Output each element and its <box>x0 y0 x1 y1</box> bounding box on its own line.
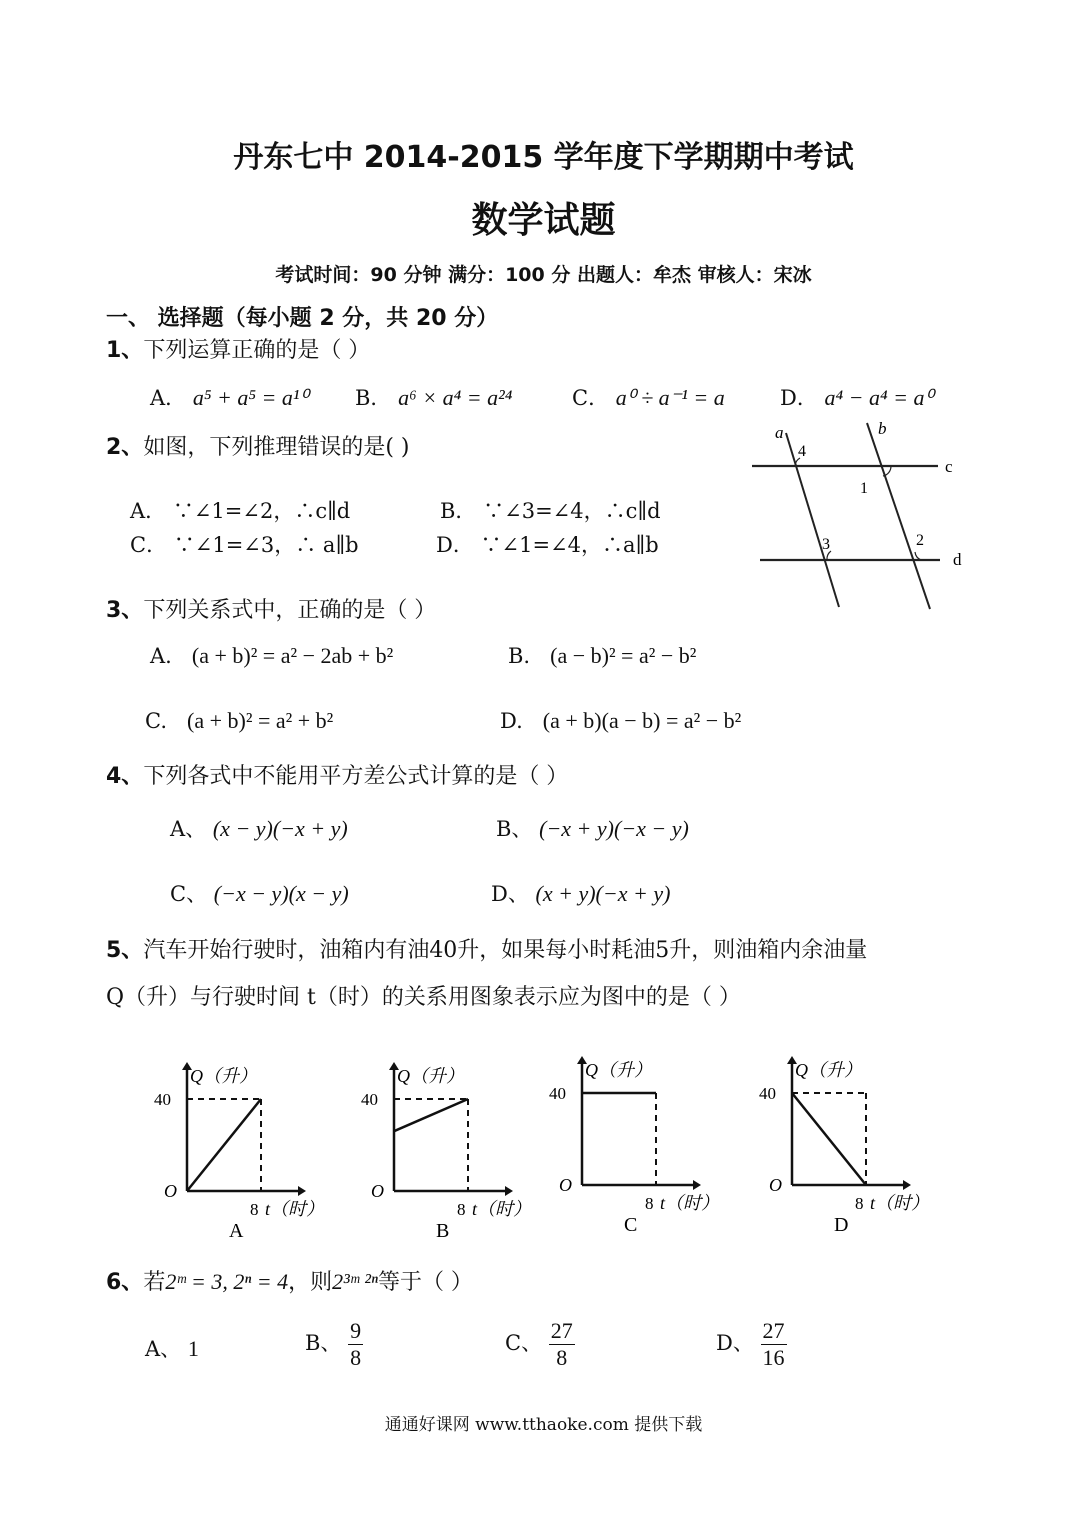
y-axis-label: Q（升） <box>190 1066 257 1086</box>
q3-option-b <box>508 643 696 669</box>
page-footer: 通通好课网 www.tthaoke.com 提供下载 <box>384 1415 703 1435</box>
exam-title: 丹东七中 2014-2015 学年度下学期期中考试 <box>233 140 854 175</box>
origin-label: O <box>164 1181 177 1201</box>
y-tick-label: 40 <box>759 1084 776 1103</box>
chart-a <box>150 1058 340 1248</box>
q3-option-c <box>145 708 333 734</box>
question-stem-line1: 汽车开始行驶时，油箱内有油40升，如果每小时耗油5升，则油箱内余油量 <box>143 938 868 963</box>
chart-caption: A <box>229 1220 244 1242</box>
x-axis-arrow <box>298 1186 306 1196</box>
question-6 <box>106 1265 473 1296</box>
exam-info: 考试时间：90 分钟 满分：100 分 出题人：牟杰 审核人：宋冰 <box>275 264 812 286</box>
y-tick-label: 40 <box>154 1090 171 1109</box>
q2-option-c: C． ∵∠1=∠3，∴ a∥b <box>130 533 359 557</box>
numerator: 27 <box>550 1318 573 1343</box>
option-label: C、 <box>170 882 208 906</box>
option-label: C. <box>145 709 167 733</box>
option-expr: (x − y)(−x + y) <box>212 816 348 841</box>
x-axis-arrow <box>903 1180 911 1190</box>
chart-caption: D <box>834 1214 849 1236</box>
option-expr: (a + b)² = a² − 2ab + b² <box>191 643 394 668</box>
question-number: 6、 <box>106 1270 144 1295</box>
option-expr: (a − b)² = a² − b² <box>550 643 697 668</box>
option-label: D、 <box>716 1331 754 1355</box>
label-a: a <box>775 423 784 442</box>
option-expr: (−x + y)(−x − y) <box>539 816 689 841</box>
question-stem: 如图，下列推理错误的是( ) <box>143 435 410 460</box>
y-axis-label: Q（升） <box>795 1060 862 1080</box>
option-label: A、 <box>170 817 207 841</box>
question-3 <box>106 593 436 624</box>
q1-option-a <box>150 382 308 412</box>
option-label: A、 <box>145 1337 182 1361</box>
option-label: B. <box>508 644 531 668</box>
label-angle-1: 1 <box>860 480 868 497</box>
denominator: 8 <box>556 1345 568 1370</box>
question-2 <box>106 430 409 461</box>
option-label: C、 <box>505 1331 543 1355</box>
denominator: 16 <box>762 1345 785 1370</box>
q4-option-d <box>491 878 670 908</box>
q4-option-b <box>496 813 689 843</box>
question-1 <box>106 333 370 364</box>
y-tick-label: 40 <box>361 1090 378 1109</box>
origin-label: O <box>559 1175 572 1195</box>
series-line <box>187 1099 261 1191</box>
option-label: B、 <box>496 817 533 841</box>
x-axis-label: t（时） <box>265 1199 325 1219</box>
x-axis-arrow <box>505 1186 513 1196</box>
q6-option-d <box>716 1318 787 1371</box>
section-heading: 一、 选择题（每小题 2 分，共 20 分） <box>106 306 499 331</box>
question-5-line2: Q（升）与行驶时间 t（时）的关系用图象表示应为图中的是（ ） <box>106 985 741 1010</box>
q6-option-c <box>505 1318 575 1371</box>
chart-c <box>545 1052 745 1242</box>
series-line <box>394 1099 468 1131</box>
question-number: 4、 <box>106 764 144 789</box>
q2-option-b: B． ∵∠3=∠4，∴c∥d <box>440 499 661 523</box>
option-expr: a⁰ ÷ a⁻¹ = a <box>615 385 725 410</box>
q6-option-b <box>305 1318 363 1371</box>
q1-option-c <box>572 382 725 412</box>
x-axis-arrow <box>693 1180 701 1190</box>
option-label: D. <box>500 709 523 733</box>
line-a <box>786 433 839 607</box>
origin-label: O <box>371 1181 384 1201</box>
fraction <box>549 1318 575 1371</box>
question-expression: 2³ᵐ ²ⁿ <box>332 1269 378 1294</box>
option-label: D、 <box>491 882 529 906</box>
y-axis-label: Q（升） <box>397 1066 464 1086</box>
question-number: 2、 <box>106 435 144 460</box>
question-stem-pre: 若 <box>143 1270 166 1295</box>
option-expr: (a + b)² = a² + b² <box>187 708 334 733</box>
label-angle-2: 2 <box>916 532 924 549</box>
question-stem-post: 等于（ ） <box>377 1270 473 1295</box>
question-stem-mid: ，则 <box>288 1270 333 1295</box>
x-tick-label: 8 <box>855 1194 864 1213</box>
label-angle-4: 4 <box>798 443 806 460</box>
y-tick-label: 40 <box>549 1084 566 1103</box>
question-4 <box>106 759 568 790</box>
series-line <box>792 1093 866 1185</box>
option-expr: (a + b)(a − b) = a² − b² <box>542 708 742 733</box>
option-value: 1 <box>187 1336 199 1361</box>
chart-caption: B <box>436 1220 450 1242</box>
x-axis-label: t（时） <box>870 1193 930 1213</box>
x-axis-label: t（时） <box>472 1199 532 1219</box>
fraction <box>761 1318 787 1371</box>
exam-subtitle: 数学试题 <box>471 200 616 241</box>
q2-option-d: D． ∵∠1=∠4，∴a∥b <box>436 533 659 557</box>
option-expr: (−x − y)(x − y) <box>213 881 349 906</box>
angle-2-arc <box>915 552 921 560</box>
denominator: 8 <box>350 1345 362 1370</box>
q2-figure <box>745 415 975 615</box>
label-angle-3: 3 <box>822 536 830 553</box>
option-label: D． <box>780 386 818 410</box>
question-stem: 下列各式中不能用平方差公式计算的是（ ） <box>143 764 569 789</box>
q4-option-a <box>170 813 348 843</box>
label-c: c <box>945 457 953 476</box>
y-axis-label: Q（升） <box>585 1060 652 1080</box>
option-label: B． <box>355 386 392 410</box>
numerator: 27 <box>762 1318 785 1343</box>
q6-option-a <box>145 1333 199 1363</box>
numerator: 9 <box>350 1318 362 1343</box>
question-5 <box>106 933 867 964</box>
option-label: B、 <box>305 1331 342 1355</box>
q4-option-c <box>170 878 349 908</box>
option-label: A. <box>150 644 172 668</box>
q2-option-a: A． ∵∠1=∠2，∴c∥d <box>130 499 351 523</box>
line-b <box>867 423 930 609</box>
question-stem: 下列关系式中，正确的是（ ） <box>143 598 437 623</box>
q1-option-d <box>780 382 933 412</box>
question-condition: 2ᵐ = 3, 2ⁿ = 4 <box>165 1269 289 1294</box>
origin-label: O <box>769 1175 782 1195</box>
x-tick-label: 8 <box>645 1194 654 1213</box>
x-tick-label: 8 <box>250 1200 259 1219</box>
chart-d <box>755 1052 955 1242</box>
question-number: 1、 <box>106 338 144 363</box>
question-number: 3、 <box>106 598 144 623</box>
question-number: 5、 <box>106 938 144 963</box>
option-expr: (x + y)(−x + y) <box>535 881 671 906</box>
label-d: d <box>953 550 962 569</box>
q1-option-b <box>355 382 512 412</box>
q3-option-a <box>150 643 393 669</box>
option-expr: a⁴ − a⁴ = a⁰ <box>824 385 934 410</box>
chart-caption: C <box>624 1214 638 1236</box>
option-label: C． <box>572 386 610 410</box>
option-label: A． <box>150 386 187 410</box>
q3-option-d <box>500 708 741 734</box>
x-tick-label: 8 <box>457 1200 466 1219</box>
option-expr: a⁶ × a⁴ = a²⁴ <box>398 385 513 410</box>
question-stem: 下列运算正确的是（ ） <box>143 338 371 363</box>
option-expr: a⁵ + a⁵ = a¹⁰ <box>192 385 309 410</box>
chart-b <box>357 1058 547 1248</box>
label-b: b <box>878 419 887 438</box>
x-axis-label: t（时） <box>660 1193 720 1213</box>
fraction <box>348 1318 363 1371</box>
